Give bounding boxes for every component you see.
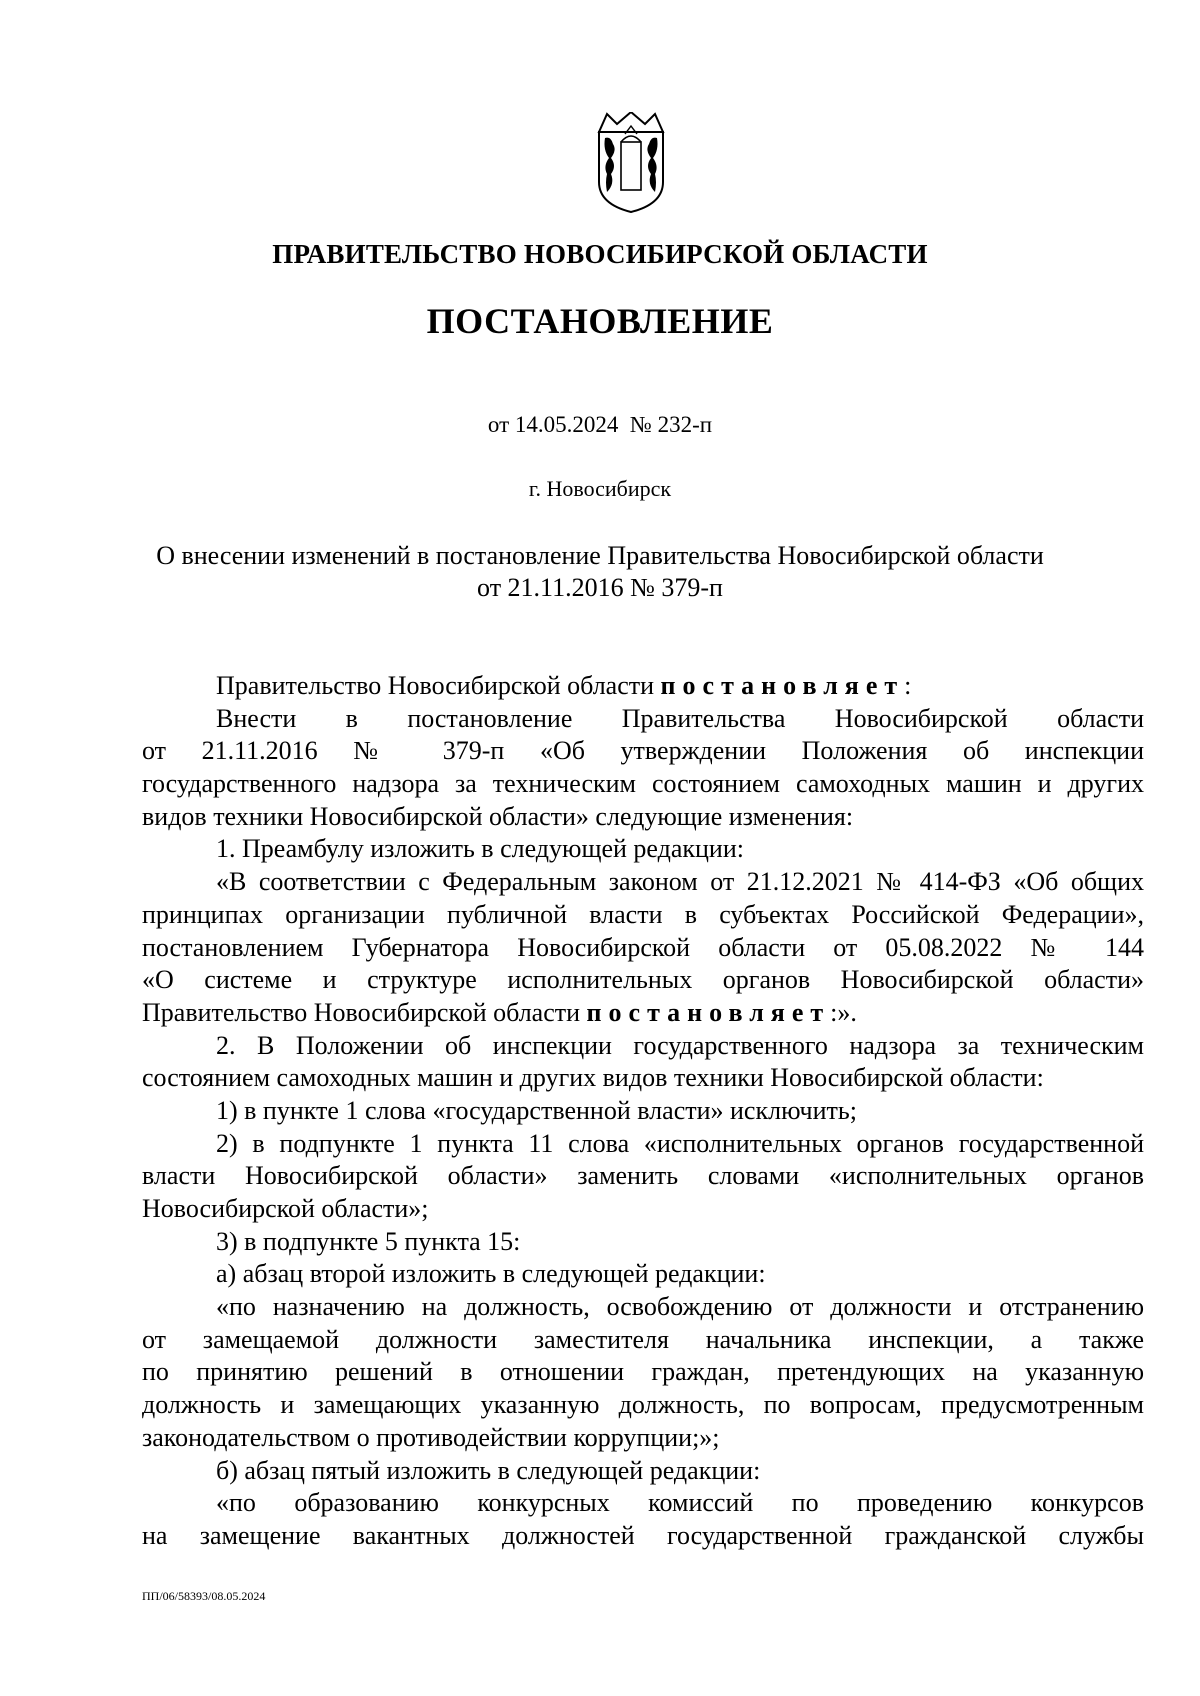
paragraph-resolves: Правительство Новосибирской области постановляет: — [216, 671, 912, 700]
paragraph-line: Новосибирской области»; — [142, 1194, 429, 1223]
paragraph-line: по принятию решений в отношении граждан, претендующих на указанную — [142, 1357, 1144, 1387]
spaced-word: постановляет — [586, 997, 831, 1027]
paragraph-line: «по образованию конкурсных комиссий по проведению конкурсов — [216, 1488, 1144, 1518]
paragraph-line: «по назначению на должность, освобождению от должности и отстранению — [216, 1292, 1144, 1322]
paragraph-line: 3) в подпункте 5 пункта 15: — [216, 1226, 521, 1256]
paragraph-line: от замещаемой должности заместителя начальника инспекции, а также — [142, 1324, 1144, 1354]
paragraph-line: «В соответствии с Федеральным законом от 21.12.2021 № 414-ФЗ «Об общих — [216, 867, 1144, 897]
paragraph-line: принципах организации публичной власти в субъектах Российской Федерации», — [142, 899, 1144, 929]
paragraph-line: а) абзац второй изложить в следующей редакции: — [216, 1259, 766, 1289]
date-and-number: от 14.05.2024 № 232-п — [487, 412, 713, 437]
paragraph-line: власти Новосибирской области» заменить словами «исполнительных органов — [142, 1161, 1144, 1191]
paragraph-line: от 21.11.2016 № 379-п «Об утверждении Положения об инспекции — [142, 736, 1144, 766]
paragraph-line: 2. В Положении об инспекции государственного надзора за техническим — [216, 1030, 1144, 1060]
paragraph-line: постановлением Губернатора Новосибирской области от 05.08.2022 № 144 — [142, 932, 1144, 962]
paragraph-line: 1. Преамбулу изложить в следующей редакции: — [216, 834, 744, 864]
paragraph-line: 2) в подпункте 1 пункта 11 слова «исполнительных органов государственной — [216, 1128, 1144, 1158]
paragraph-line: государственного надзора за техническим состоянием самоходных машин и других — [142, 769, 1144, 799]
document-type: ПОСТАНОВЛЕНИЕ — [426, 301, 774, 341]
document-code: ПП/06/58393/08.05.2024 — [142, 1589, 266, 1603]
document-subject — [0, 540, 1200, 604]
paragraph-line: законодательством о противодействии коррупции;»; — [142, 1422, 720, 1452]
paragraph-line: видов техники Новосибирской области» следующие изменения: — [142, 801, 854, 831]
paragraph-line: 1) в пункте 1 слова «государственной власти» исключить; — [216, 1095, 857, 1125]
paragraph-line: «О системе и структуре исполнительных органов Новосибирской области» — [142, 965, 1144, 995]
paragraph-line: на замещение вакантных должностей государственной гражданской службы — [142, 1520, 1144, 1550]
subject-line-2: от 21.11.2016 № 379-п — [477, 573, 723, 602]
document-body — [142, 670, 1144, 1553]
paragraph-line: состоянием самоходных машин и других видов техники Новосибирской области: — [142, 1063, 1044, 1093]
paragraph-line: б) абзац пятый изложить в следующей редакции: — [216, 1455, 761, 1485]
organization-title: ПРАВИТЕЛЬСТВО НОВОСИБИРСКОЙ ОБЛАСТИ — [272, 239, 928, 269]
paragraph-line: должность и замещающих указанную должность, по вопросам, предусмотренным — [142, 1390, 1144, 1420]
paragraph-line: Внести в постановление Правительства Новосибирской области — [216, 703, 1144, 733]
city: г. Новосибирск — [528, 476, 672, 501]
subject-line-1: О внесении изменений в постановление Правительства Новосибирской области — [156, 541, 1044, 570]
spaced-word: постановляет — [660, 671, 905, 700]
coat-of-arms-icon — [597, 112, 665, 214]
paragraph-line: Правительство Новосибирской области постановляет:». — [142, 997, 857, 1027]
